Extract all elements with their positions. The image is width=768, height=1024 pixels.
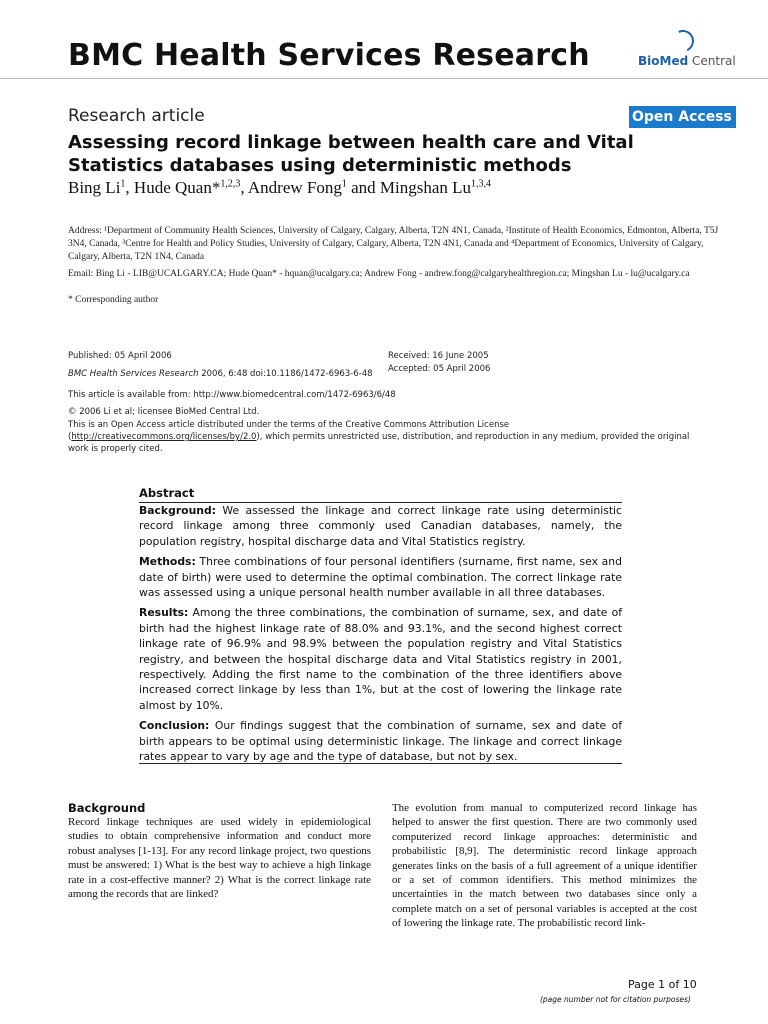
abstract-conclusion — [139, 718, 622, 764]
header-divider — [0, 78, 768, 79]
abstract-text: Among the three combinations, the combination of surname, sex, and date of birth had the highest linkage rate of 88.0% and 93.1%, and the second highest correct linkage rate of 96.9% and 98.9% between the population registry and Vital Statistics registry, and between the hospital discharge data and Vital Statistics registry in 2001, respectively. Adding the first name to the combination of the three identifiers above increased correct linkage by less than 1%, but at the cost of lowering the linkage rate almost by 10%. — [139, 606, 622, 712]
author-list — [68, 178, 491, 198]
author-emails: Email: Bing Li - LIB@UCALGARY.CA; Hude Quan* - hquan@ucalgary.ca; Andrew Fong - andrew.fong@calgaryhealthregion.ca; Mingshan Lu - lu@ucalgary.ca — [68, 269, 690, 279]
author-separator: , — [240, 178, 248, 197]
author-affiliation: 1,2,3 — [220, 178, 241, 190]
published-date: Published: 05 April 2006 — [68, 351, 172, 361]
citation-journal: BMC Health Services Research — [68, 369, 199, 379]
body-left-column: Record linkage techniques are used widely in epidemiological studies to obtain comprehensive information and conduct more robust analyses [1-13]. For any record linkage project, two questions must be answered: 1) What is the best way to achieve a high linkage rate in a cost-effective manner? 2) What is the correct linkage rate among the records that are linked? — [68, 816, 371, 901]
logo-biomed-text: BioMed — [638, 54, 689, 68]
abstract-label: Conclusion: — [139, 719, 210, 733]
body-right-column: The evolution from manual to computerized record linkage has helped to answer the first question. There are two commonly used computerized record linkage approaches: deterministic and probabilistic [8,9]. The deterministic record linkage approach generates links on the basis of a full agreement of a unique identifier or a set of common identifiers. This method minimizes the uncertainties in the match between two databases since only a complete match on a set of personal variables is accepted at the cost of lowering the linkage rate. The probabilistic record link- — [392, 802, 697, 930]
accepted-date: Accepted: 05 April 2006 — [388, 364, 491, 374]
author-name: Andrew Fong — [247, 178, 342, 197]
page-number: Page 1 of 10 — [628, 978, 697, 991]
author-affiliation: 1,3,4 — [471, 178, 492, 190]
abstract-results — [139, 605, 622, 713]
author-name: Mingshan Lu — [379, 178, 472, 197]
abstract-section — [139, 486, 622, 770]
abstract-text: Our findings suggest that the combination of surname, sex and date of birth appears to be optimal using deterministic linkage. The linkage and correct linkage rates appear to vary by age and the type of database, but not by sex. — [139, 719, 622, 764]
article-type: Research article — [68, 106, 205, 126]
affiliation-address: Address: ¹Department of Community Health Sciences, University of Calgary, Calgary, Alberta, T2N 4N1, Canada, ²Institute of Health Economics, Edmonton, Alberta, T5J 3N4, Canada, ³Centre for Health and Policy Studies, University of Calgary, Calgary, Alberta, T2N 4N1, Canada and ⁴Department of Economics, University of Calgary, Calgary, Alberta, T2N 1N4, Canada — [68, 226, 719, 262]
license-text — [68, 419, 698, 455]
article-url-line[interactable]: This article is available from: http://www.biomedcentral.com/1472-6963/6/48 — [68, 390, 396, 400]
logo-central-text: Central — [688, 54, 736, 68]
citation-line — [68, 368, 373, 380]
author-separator: and — [346, 178, 380, 197]
author-name: Bing Li — [68, 178, 121, 197]
background-heading: Background — [68, 801, 146, 815]
abstract-bottom-rule — [139, 763, 622, 764]
license-post: ), which permits unrestricted use, distribution, and reproduction in any medium, provided the original work is properly cited. — [68, 432, 690, 454]
open-access-badge: Open Access — [629, 106, 736, 128]
abstract-label: Methods: — [139, 555, 196, 569]
abstract-methods — [139, 554, 622, 600]
abstract-background — [139, 503, 622, 549]
received-date: Received: 16 June 2005 — [388, 351, 489, 361]
license-pre: This is an Open Access article distributed under the terms of the Creative Commons Attribution License ( — [68, 420, 510, 442]
corresponding-author-note: * Corresponding author — [68, 295, 159, 305]
article-title: Assessing record linkage between health care and Vital Statistics databases using deterministic methods — [68, 132, 634, 176]
page-number-note: (page number not for citation purposes) — [540, 995, 691, 1004]
abstract-label: Results: — [139, 606, 189, 620]
abstract-text: Three combinations of four personal identifiers (surname, first name, sex and date of birth) were used to determine the optimal combination. The correct linkage rate was assessed using a unique personal health number available in all three databases. — [139, 555, 622, 600]
author-name: Hude Quan* — [133, 178, 221, 197]
license-link[interactable]: http://creativecommons.org/licenses/by/2.0 — [71, 432, 257, 442]
biomed-central-logo[interactable] — [638, 32, 736, 72]
author-affiliation: 1 — [120, 178, 126, 190]
abstract-text: We assessed the linkage and correct linkage rate using deterministic record linkage among three commonly used Canadian databases, namely, the population registry, hospital discharge data and Vital Statistics registry. — [139, 504, 622, 548]
citation-details: 2006, 6:48 doi:10.1186/1472-6963-6-48 — [198, 369, 373, 379]
abstract-heading: Abstract — [139, 486, 195, 500]
author-affiliation: 1 — [341, 178, 347, 190]
author-separator: , — [125, 178, 134, 197]
abstract-label: Background: — [139, 504, 216, 517]
journal-title: BMC Health Services Research — [68, 38, 590, 73]
copyright-line: © 2006 Li et al; licensee BioMed Central Ltd. — [68, 407, 260, 417]
